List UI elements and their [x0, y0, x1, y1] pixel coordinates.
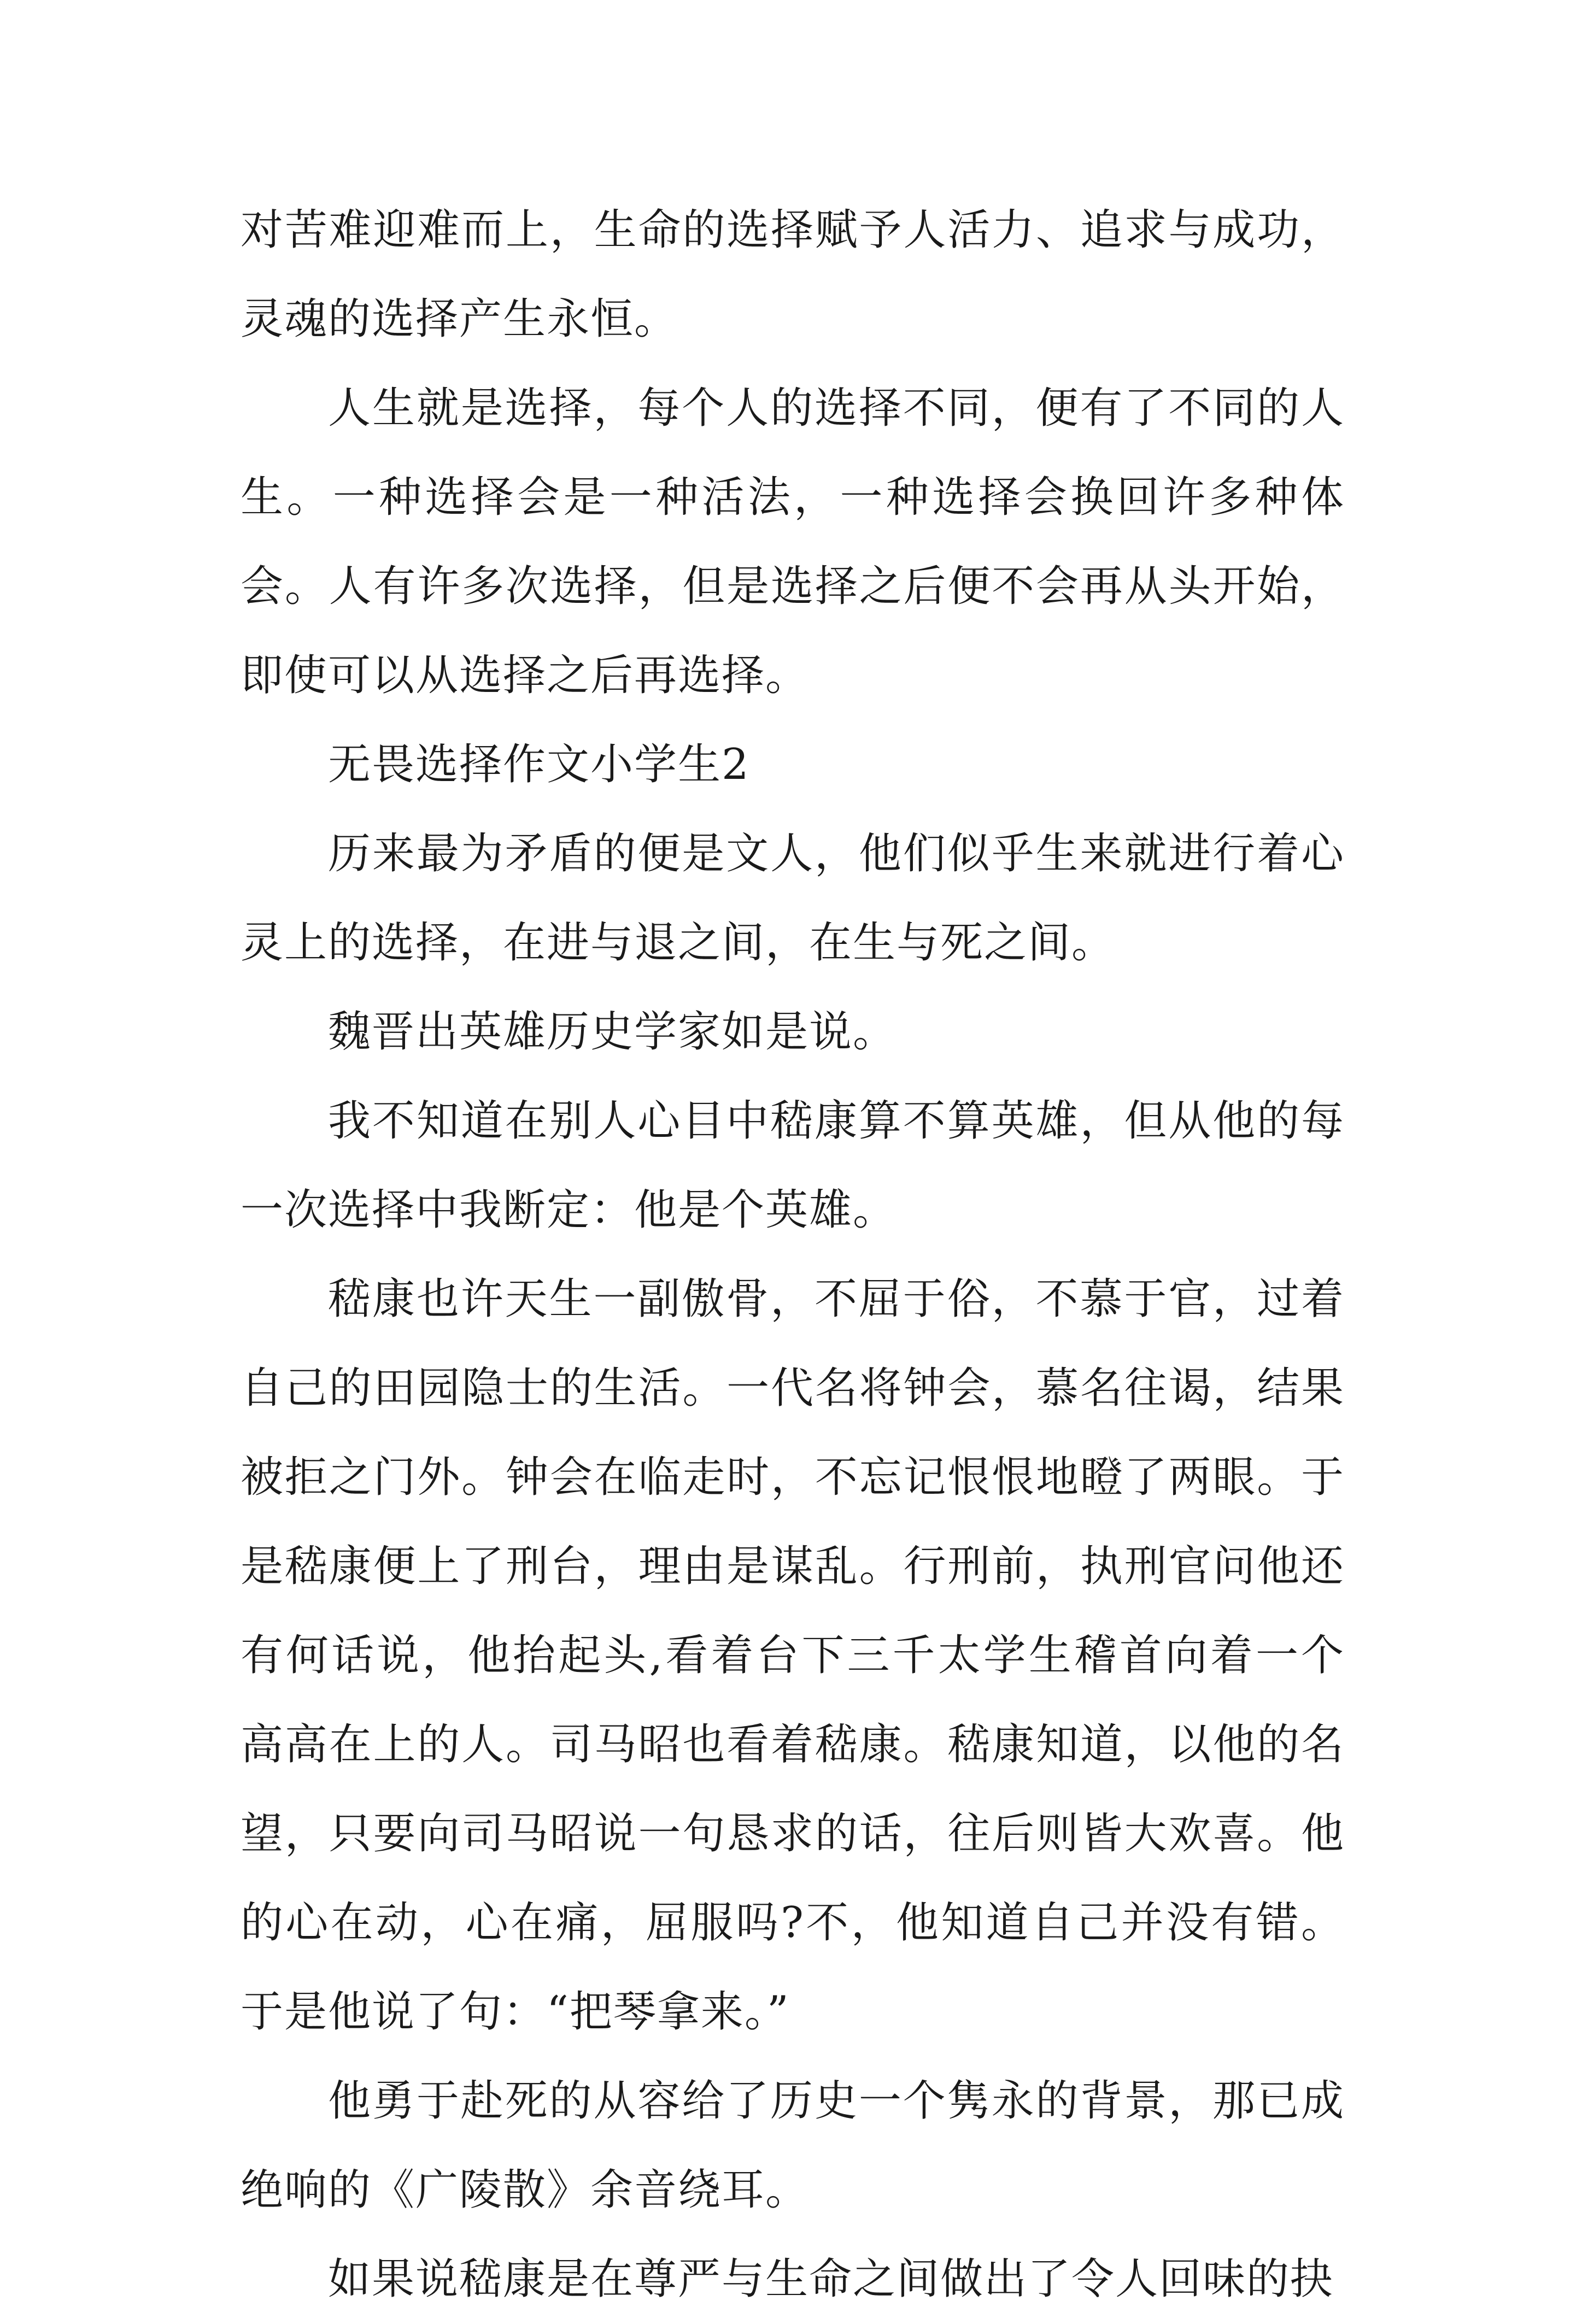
section-heading: 无畏选择作文小学生2 [328, 740, 750, 789]
paragraph: 魏晋出英雄历史学家如是说。 [328, 1007, 897, 1057]
paragraph: 历来最为矛盾的便是文人，他们似乎生来就进行着心灵上的选择，在进与退之间，在生与死之间。 [241, 829, 1345, 967]
paragraph: 人生就是选择，每个人的选择不同，便有了不同的人生。一种选择会是一种活法，一种选择会换回许多种体会。人有许多次选择，但是选择之后便不会再从头开始，即使可以从选择之后再选择。 [241, 384, 1345, 700]
paragraph: 如果说嵇康是在尊严与生命之间做出了令人回味的抉 [328, 2255, 1334, 2304]
paragraph: 嵇康也许天生一副傲骨，不屈于俗，不慕于官，过着自己的田园隐士的生活。一代名将钟会，慕名往谒，结果被拒之门外。钟会在临走时，不忘记恨恨地瞪了两眼。于是嵇康便上了刑台，理由是谋乱。行刑前，执刑官问他还有何话说，他抬起头,看着台下三千太学生稽首向着一个高高在上的人。司马昭也看着嵇康。嵇康知道，以他的名望，只要向司马昭说一句恳求的话，往后则皆大欢喜。他的心在动，心在痛，屈服吗?不，他知道自己并没有错。于是他说了句：“把琴拿来。” [241, 1275, 1345, 2037]
paragraph: 他勇于赴死的从容给了历史一个隽永的背景，那已成绝响的《广陵散》余音绕耳。 [241, 2076, 1345, 2215]
document-body [241, 186, 1345, 2324]
paragraph: 对苦难迎难而上，生命的选择赋予人活力、追求与成功，灵魂的选择产生永恒。 [241, 206, 1345, 344]
paragraph: 我不知道在别人心目中嵇康算不算英雄，但从他的每一次选择中我断定：他是个英雄。 [241, 1096, 1345, 1235]
